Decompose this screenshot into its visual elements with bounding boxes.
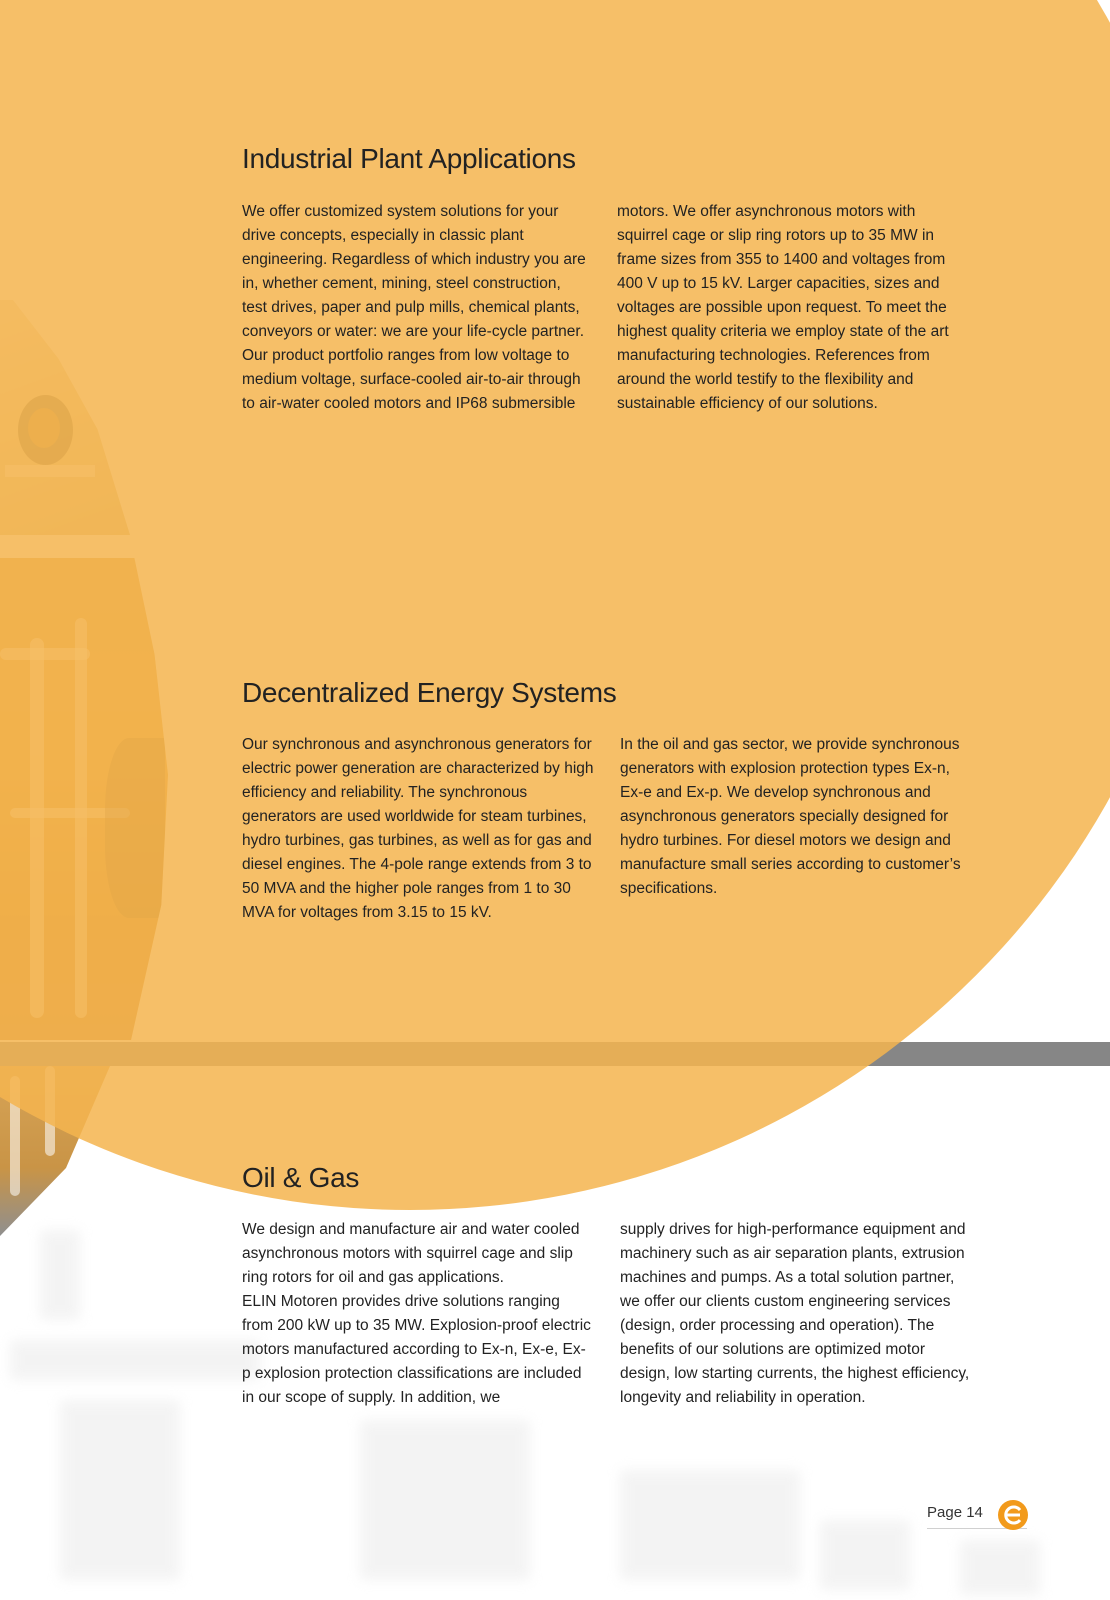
- section-oil-gas-col2: supply drives for high-performance equipment and machinery such as air separation plants, extrusion machines and pumps. As a total solution partner, we offer our clients custom engineering services (design, order processing and operation). The benefits of our solutions are optimized motor design, low starting currents, the highest efficiency, longevity and reliability in operation.: [620, 1221, 970, 1406]
- section-title-decentralized: Decentralized Energy Systems: [242, 677, 617, 708]
- page-number: Page 14: [927, 1504, 983, 1521]
- section-oil-gas-col1: We design and manufacture air and water cooled asynchronous motors with squirrel cage and slip ring rotors for oil and gas applications. ELIN Motoren provides drive solutions ranging from 200 kW up to 35 MW. Explosion-proof electric motors manufactured according to Ex-n, Ex-e, Ex-p explosion protection classifications are included in our scope of supply. In addition, we: [242, 1221, 591, 1406]
- section-title-industrial: Industrial Plant Applications: [242, 143, 576, 174]
- section-industrial-col2: motors. We offer asynchronous motors with squirrel cage or slip ring rotors up to 35 MW in frame sizes from 355 to 1400 and voltages from 400 V up to 15 kV. Larger capacities, sizes and voltages are possible upon request. To meet the highest quality criteria we employ state of the art manufacturing technologies. References from around the world testify to the flexibility and sustainable efficiency of our solutions.: [617, 203, 949, 412]
- section-industrial-col1: We offer customized system solutions for your drive concepts, especially in classic plant engineering. Regardless of which industry you are in, whether cement, mining, steel construction, test drives, paper and pulp mills, chemical plants, conveyors or water: we are your life-cycle partner. Our product portfolio ranges from low voltage to medium voltage, surface-cooled air-to-air through to air-water cooled motors and IP68 submersible: [242, 203, 586, 412]
- section-title-oil-gas: Oil & Gas: [242, 1162, 360, 1193]
- company-logo-icon: [998, 1500, 1028, 1530]
- section-decentralized-col2: In the oil and gas sector, we provide synchronous generators with explosion protection types Ex-n, Ex-e and Ex-p. We develop synchronous and asynchronous generators specially designed for hydro turbines. For diesel motors we design and manufacture small series according to customer’s specifications.: [620, 736, 961, 897]
- section-decentralized-col1: Our synchronous and asynchronous generators for electric power generation are characterized by high efficiency and reliability. The synchronous generators are used worldwide for steam turbines, hydro turbines, gas turbines, as well as for gas and diesel engines. The 4-pole range extends from 3 to 50 MVA and the higher pole ranges from 1 to 30 MVA for voltages from 3.15 to 15 kV.: [242, 736, 594, 921]
